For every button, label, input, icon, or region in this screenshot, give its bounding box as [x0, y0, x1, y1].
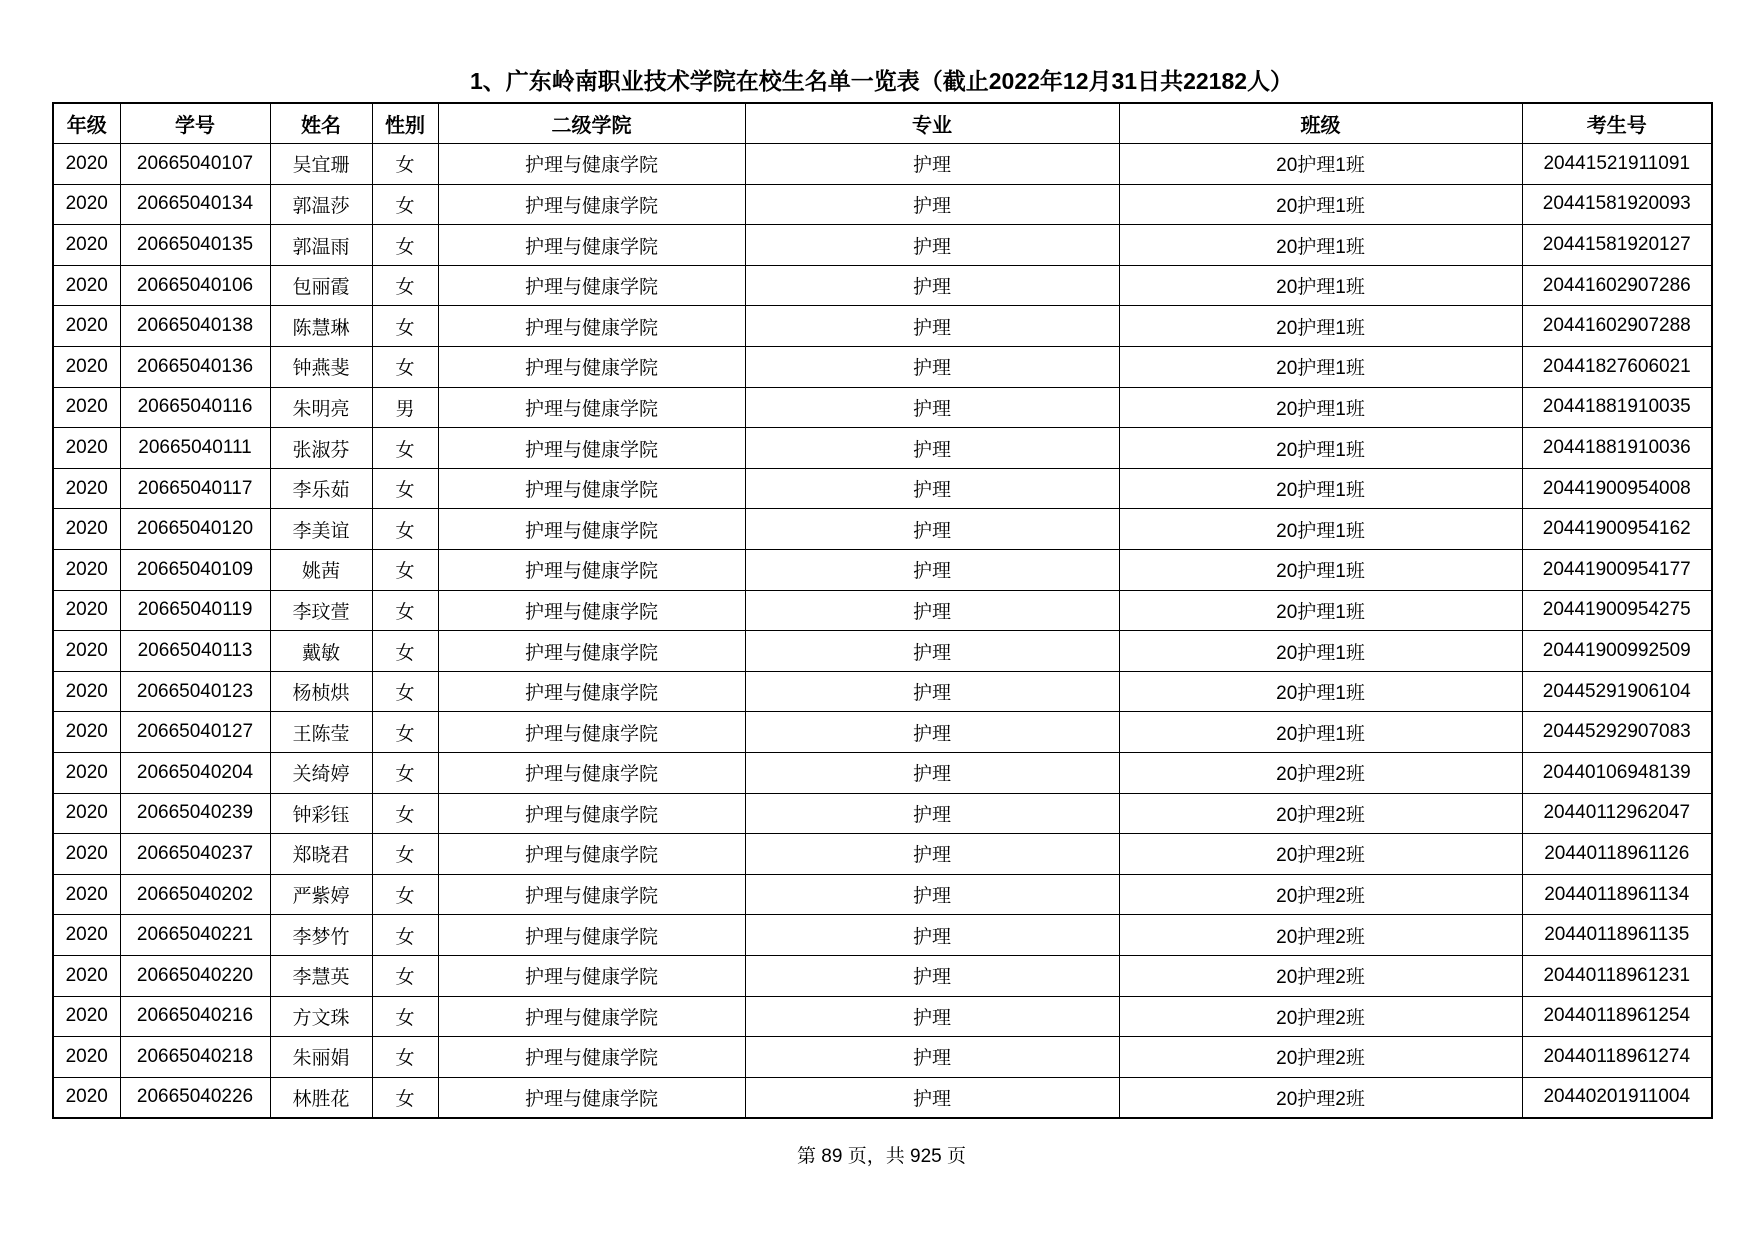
table-row — [53, 753, 1712, 794]
cell-name: 关绮婷 — [270, 753, 372, 794]
cell-year: 2020 — [53, 631, 120, 672]
cell-major: 护理 — [745, 955, 1119, 996]
cell-name: 戴敏 — [270, 631, 372, 672]
cell-major: 护理 — [745, 1077, 1119, 1118]
cell-exam-id: 20441827606021 — [1522, 347, 1712, 388]
cell-college: 护理与健康学院 — [438, 225, 745, 266]
header-major: 专业 — [745, 103, 1119, 144]
cell-college: 护理与健康学院 — [438, 144, 745, 185]
cell-exam-id: 20440118961231 — [1522, 955, 1712, 996]
cell-gender: 女 — [372, 347, 438, 388]
cell-gender: 女 — [372, 509, 438, 550]
cell-class: 20护理2班 — [1119, 1077, 1522, 1118]
cell-name: 郭温莎 — [270, 184, 372, 225]
cell-exam-id: 20445292907083 — [1522, 712, 1712, 753]
cell-major: 护理 — [745, 793, 1119, 834]
cell-student-id: 20665040202 — [120, 874, 270, 915]
cell-exam-id: 20441581920093 — [1522, 184, 1712, 225]
cell-college: 护理与健康学院 — [438, 306, 745, 347]
cell-gender: 女 — [372, 996, 438, 1037]
cell-student-id: 20665040138 — [120, 306, 270, 347]
cell-college: 护理与健康学院 — [438, 1037, 745, 1078]
table-row — [53, 671, 1712, 712]
table-row — [53, 306, 1712, 347]
cell-class: 20护理1班 — [1119, 590, 1522, 631]
cell-major: 护理 — [745, 915, 1119, 956]
cell-class: 20护理1班 — [1119, 468, 1522, 509]
cell-exam-id: 20441602907288 — [1522, 306, 1712, 347]
cell-year: 2020 — [53, 915, 120, 956]
cell-major: 护理 — [745, 753, 1119, 794]
cell-exam-id: 20441881910036 — [1522, 428, 1712, 469]
cell-year: 2020 — [53, 1037, 120, 1078]
cell-year: 2020 — [53, 144, 120, 185]
cell-student-id: 20665040218 — [120, 1037, 270, 1078]
cell-name: 王陈莹 — [270, 712, 372, 753]
header-student-id: 学号 — [120, 103, 270, 144]
cell-name: 林胜花 — [270, 1077, 372, 1118]
cell-year: 2020 — [53, 468, 120, 509]
cell-class: 20护理1班 — [1119, 265, 1522, 306]
cell-student-id: 20665040135 — [120, 225, 270, 266]
cell-exam-id: 20441900954177 — [1522, 550, 1712, 591]
cell-name: 钟燕斐 — [270, 347, 372, 388]
cell-gender: 女 — [372, 915, 438, 956]
cell-exam-id: 20441900954162 — [1522, 509, 1712, 550]
cell-class: 20护理1班 — [1119, 347, 1522, 388]
cell-class: 20护理1班 — [1119, 387, 1522, 428]
cell-exam-id: 20441900954008 — [1522, 468, 1712, 509]
cell-exam-id: 20445291906104 — [1522, 671, 1712, 712]
cell-student-id: 20665040204 — [120, 753, 270, 794]
cell-gender: 女 — [372, 306, 438, 347]
cell-class: 20护理1班 — [1119, 184, 1522, 225]
cell-year: 2020 — [53, 509, 120, 550]
table-row — [53, 955, 1712, 996]
cell-name: 李梦竹 — [270, 915, 372, 956]
table-row — [53, 1077, 1712, 1118]
table-row — [53, 996, 1712, 1037]
cell-college: 护理与健康学院 — [438, 874, 745, 915]
footer-middle: 页，共 — [842, 1146, 910, 1167]
cell-year: 2020 — [53, 874, 120, 915]
cell-exam-id: 20440118961254 — [1522, 996, 1712, 1037]
cell-year: 2020 — [53, 265, 120, 306]
cell-gender: 女 — [372, 184, 438, 225]
table-row — [53, 874, 1712, 915]
cell-student-id: 20665040107 — [120, 144, 270, 185]
cell-gender: 女 — [372, 144, 438, 185]
cell-exam-id: 20440112962047 — [1522, 793, 1712, 834]
cell-major: 护理 — [745, 631, 1119, 672]
cell-class: 20护理2班 — [1119, 793, 1522, 834]
cell-student-id: 20665040127 — [120, 712, 270, 753]
cell-year: 2020 — [53, 712, 120, 753]
cell-student-id: 20665040134 — [120, 184, 270, 225]
cell-exam-id: 20440106948139 — [1522, 753, 1712, 794]
cell-gender: 女 — [372, 468, 438, 509]
table-row — [53, 631, 1712, 672]
cell-name: 李慧英 — [270, 955, 372, 996]
cell-name: 朱丽娟 — [270, 1037, 372, 1078]
cell-class: 20护理2班 — [1119, 834, 1522, 875]
header-year: 年级 — [53, 103, 120, 144]
table-body — [53, 144, 1712, 1118]
cell-year: 2020 — [53, 225, 120, 266]
cell-major: 护理 — [745, 144, 1119, 185]
cell-class: 20护理1班 — [1119, 428, 1522, 469]
table-row — [53, 1037, 1712, 1078]
cell-student-id: 20665040220 — [120, 955, 270, 996]
cell-college: 护理与健康学院 — [438, 347, 745, 388]
cell-class: 20护理1班 — [1119, 671, 1522, 712]
cell-exam-id: 20440118961126 — [1522, 834, 1712, 875]
cell-major: 护理 — [745, 834, 1119, 875]
cell-year: 2020 — [53, 306, 120, 347]
cell-exam-id: 20441521911091 — [1522, 144, 1712, 185]
cell-exam-id: 20440118961274 — [1522, 1037, 1712, 1078]
cell-major: 护理 — [745, 387, 1119, 428]
cell-major: 护理 — [745, 874, 1119, 915]
cell-student-id: 20665040116 — [120, 387, 270, 428]
cell-class: 20护理2班 — [1119, 996, 1522, 1037]
cell-class: 20护理2班 — [1119, 915, 1522, 956]
header-exam-id: 考生号 — [1522, 103, 1712, 144]
cell-student-id: 20665040226 — [120, 1077, 270, 1118]
cell-college: 护理与健康学院 — [438, 671, 745, 712]
document-title: 1、广东岭南职业技术学院在校生名单一览表（截止2022年12月31日共22182人） — [469, 68, 1294, 94]
cell-name: 李玟萱 — [270, 590, 372, 631]
cell-class: 20护理1班 — [1119, 144, 1522, 185]
cell-exam-id: 20441581920127 — [1522, 225, 1712, 266]
cell-name: 张淑芬 — [270, 428, 372, 469]
cell-college: 护理与健康学院 — [438, 955, 745, 996]
cell-year: 2020 — [53, 347, 120, 388]
cell-student-id: 20665040119 — [120, 590, 270, 631]
cell-name: 吴宜珊 — [270, 144, 372, 185]
cell-college: 护理与健康学院 — [438, 631, 745, 672]
table-row — [53, 712, 1712, 753]
cell-name: 杨桢烘 — [270, 671, 372, 712]
current-page-number: 89 — [821, 1146, 843, 1167]
cell-gender: 女 — [372, 265, 438, 306]
cell-gender: 女 — [372, 712, 438, 753]
cell-class: 20护理2班 — [1119, 753, 1522, 794]
cell-name: 包丽霞 — [270, 265, 372, 306]
cell-student-id: 20665040106 — [120, 265, 270, 306]
cell-major: 护理 — [745, 712, 1119, 753]
cell-exam-id: 20441900992509 — [1522, 631, 1712, 672]
cell-college: 护理与健康学院 — [438, 834, 745, 875]
table-row — [53, 793, 1712, 834]
cell-class: 20护理1班 — [1119, 509, 1522, 550]
cell-major: 护理 — [745, 347, 1119, 388]
header-name: 姓名 — [270, 103, 372, 144]
cell-major: 护理 — [745, 306, 1119, 347]
student-roster-table — [52, 102, 1713, 1119]
header-college: 二级学院 — [438, 103, 745, 144]
table-row — [53, 915, 1712, 956]
header-gender: 性别 — [372, 103, 438, 144]
cell-college: 护理与健康学院 — [438, 712, 745, 753]
cell-year: 2020 — [53, 1077, 120, 1118]
cell-college: 护理与健康学院 — [438, 996, 745, 1037]
cell-exam-id: 20441900954275 — [1522, 590, 1712, 631]
cell-gender: 女 — [372, 590, 438, 631]
cell-name: 郭温雨 — [270, 225, 372, 266]
cell-student-id: 20665040221 — [120, 915, 270, 956]
cell-student-id: 20665040113 — [120, 631, 270, 672]
cell-student-id: 20665040120 — [120, 509, 270, 550]
header-class: 班级 — [1119, 103, 1522, 144]
cell-major: 护理 — [745, 509, 1119, 550]
cell-class: 20护理1班 — [1119, 631, 1522, 672]
cell-name: 姚茜 — [270, 550, 372, 591]
cell-major: 护理 — [745, 225, 1119, 266]
cell-exam-id: 20440118961135 — [1522, 915, 1712, 956]
cell-gender: 女 — [372, 834, 438, 875]
cell-college: 护理与健康学院 — [438, 428, 745, 469]
cell-student-id: 20665040237 — [120, 834, 270, 875]
table-row — [53, 590, 1712, 631]
cell-student-id: 20665040111 — [120, 428, 270, 469]
cell-name: 钟彩钰 — [270, 793, 372, 834]
cell-gender: 女 — [372, 753, 438, 794]
cell-gender: 男 — [372, 387, 438, 428]
cell-name: 郑晓君 — [270, 834, 372, 875]
cell-college: 护理与健康学院 — [438, 265, 745, 306]
cell-major: 护理 — [745, 428, 1119, 469]
cell-class: 20护理1班 — [1119, 550, 1522, 591]
cell-year: 2020 — [53, 955, 120, 996]
cell-student-id: 20665040239 — [120, 793, 270, 834]
cell-student-id: 20665040123 — [120, 671, 270, 712]
cell-year: 2020 — [53, 184, 120, 225]
cell-exam-id: 20440201911004 — [1522, 1077, 1712, 1118]
cell-year: 2020 — [53, 834, 120, 875]
cell-college: 护理与健康学院 — [438, 793, 745, 834]
cell-exam-id: 20440118961134 — [1522, 874, 1712, 915]
cell-gender: 女 — [372, 428, 438, 469]
cell-major: 护理 — [745, 265, 1119, 306]
table-row — [53, 347, 1712, 388]
cell-year: 2020 — [53, 428, 120, 469]
cell-year: 2020 — [53, 996, 120, 1037]
cell-gender: 女 — [372, 225, 438, 266]
table-header-row — [53, 103, 1712, 144]
cell-major: 护理 — [745, 550, 1119, 591]
cell-college: 护理与健康学院 — [438, 1077, 745, 1118]
cell-year: 2020 — [53, 753, 120, 794]
total-page-count: 925 — [910, 1146, 942, 1167]
cell-year: 2020 — [53, 590, 120, 631]
cell-major: 护理 — [745, 468, 1119, 509]
cell-gender: 女 — [372, 671, 438, 712]
cell-student-id: 20665040216 — [120, 996, 270, 1037]
cell-gender: 女 — [372, 631, 438, 672]
cell-student-id: 20665040136 — [120, 347, 270, 388]
cell-college: 护理与健康学院 — [438, 184, 745, 225]
cell-college: 护理与健康学院 — [438, 387, 745, 428]
table-row — [53, 428, 1712, 469]
page-footer — [52, 1144, 1711, 1170]
cell-major: 护理 — [745, 671, 1119, 712]
cell-major: 护理 — [745, 996, 1119, 1037]
footer-prefix: 第 — [797, 1146, 822, 1167]
cell-year: 2020 — [53, 550, 120, 591]
cell-exam-id: 20441602907286 — [1522, 265, 1712, 306]
cell-class: 20护理2班 — [1119, 955, 1522, 996]
cell-class: 20护理2班 — [1119, 1037, 1522, 1078]
cell-college: 护理与健康学院 — [438, 753, 745, 794]
cell-name: 李美谊 — [270, 509, 372, 550]
footer-suffix: 页 — [941, 1146, 966, 1167]
table-row — [53, 509, 1712, 550]
table-row — [53, 265, 1712, 306]
table-row — [53, 184, 1712, 225]
cell-college: 护理与健康学院 — [438, 550, 745, 591]
cell-gender: 女 — [372, 550, 438, 591]
cell-name: 方文珠 — [270, 996, 372, 1037]
cell-year: 2020 — [53, 671, 120, 712]
table-row — [53, 550, 1712, 591]
cell-name: 严紫婷 — [270, 874, 372, 915]
cell-gender: 女 — [372, 955, 438, 996]
cell-gender: 女 — [372, 874, 438, 915]
cell-college: 护理与健康学院 — [438, 468, 745, 509]
cell-name: 李乐茹 — [270, 468, 372, 509]
table-row — [53, 387, 1712, 428]
cell-college: 护理与健康学院 — [438, 590, 745, 631]
cell-major: 护理 — [745, 590, 1119, 631]
cell-college: 护理与健康学院 — [438, 915, 745, 956]
table-row — [53, 468, 1712, 509]
cell-year: 2020 — [53, 387, 120, 428]
cell-gender: 女 — [372, 1037, 438, 1078]
cell-class: 20护理2班 — [1119, 874, 1522, 915]
cell-gender: 女 — [372, 1077, 438, 1118]
cell-student-id: 20665040109 — [120, 550, 270, 591]
cell-college: 护理与健康学院 — [438, 509, 745, 550]
cell-exam-id: 20441881910035 — [1522, 387, 1712, 428]
cell-class: 20护理1班 — [1119, 306, 1522, 347]
cell-class: 20护理1班 — [1119, 225, 1522, 266]
table-row — [53, 144, 1712, 185]
table-row — [53, 834, 1712, 875]
cell-student-id: 20665040117 — [120, 468, 270, 509]
cell-class: 20护理1班 — [1119, 712, 1522, 753]
cell-major: 护理 — [745, 184, 1119, 225]
cell-year: 2020 — [53, 793, 120, 834]
cell-name: 朱明亮 — [270, 387, 372, 428]
cell-name: 陈慧琳 — [270, 306, 372, 347]
table-row — [53, 225, 1712, 266]
cell-major: 护理 — [745, 1037, 1119, 1078]
cell-gender: 女 — [372, 793, 438, 834]
